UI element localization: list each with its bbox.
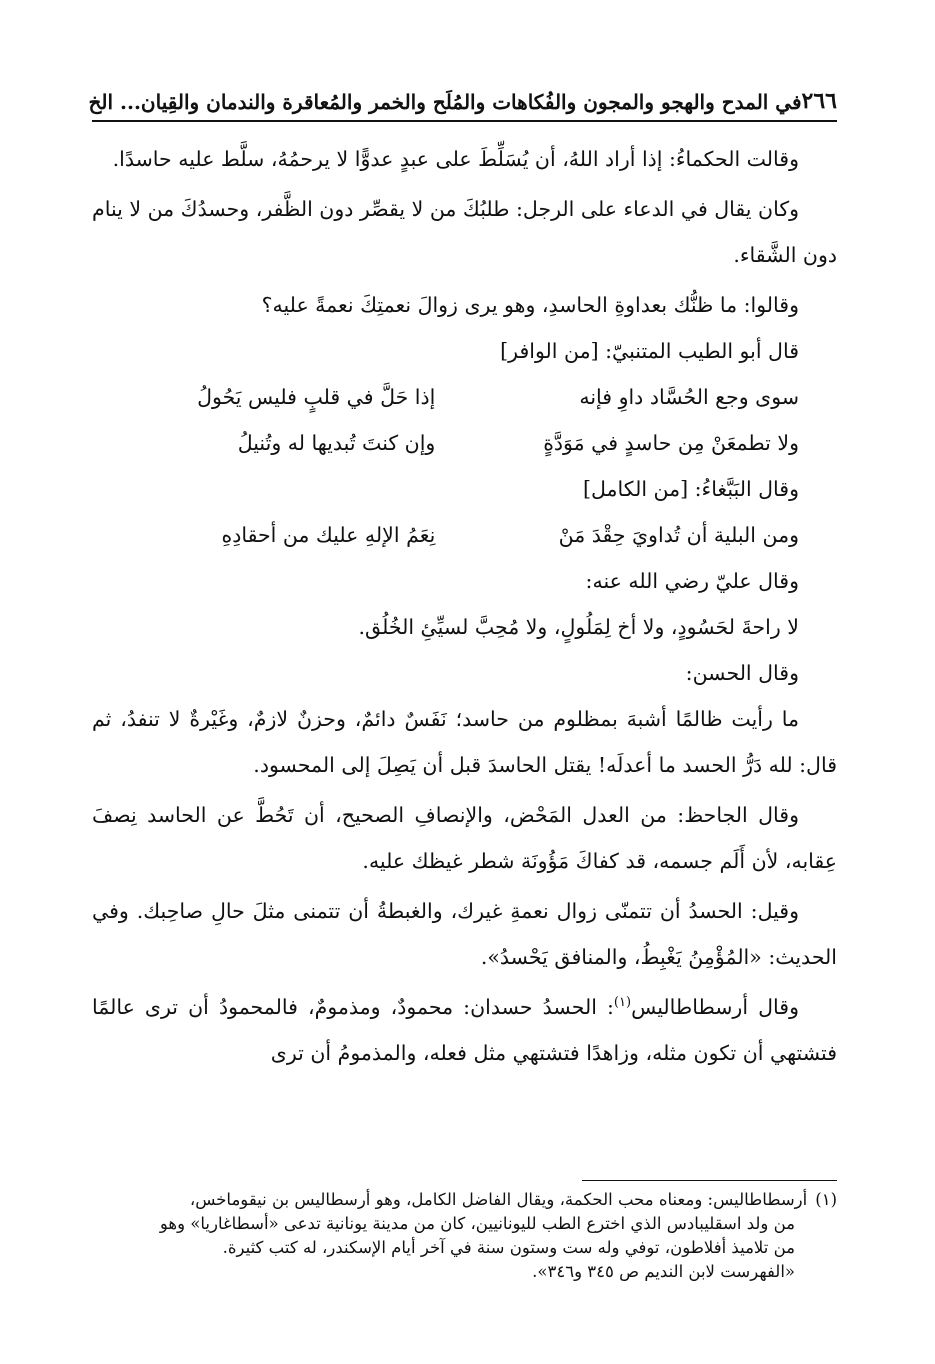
page-header: [88, 82, 837, 122]
paragraph-4: قال أبو الطيب المتنبيّ: [من الوافر]: [500, 339, 799, 363]
footnote-separator: [582, 1180, 837, 1181]
main-text: [92, 136, 837, 1080]
footnote-line-1-text: أرسطاطاليس: ومعناه محب الحكمة، ويقال الفاضل الكامل، وهو أرسطاليس بن نيقوماخس،: [189, 1190, 808, 1209]
footnote-line-1: [92, 1188, 837, 1212]
paragraph-12: [92, 984, 837, 1076]
paragraph-12-text: : الحسدُ حسدان: محمودٌ، ومذمومٌ، فالمحمودُ أن ترى عالمًا فتشتهي أن تكون مثله، وزاهدًا فتشتهي مثل فعله، والمذمومُ أن ترى: [92, 995, 837, 1065]
paragraph-3: وقالوا: ما ظنُّك بعداوةِ الحاسدِ، وهو يرى زوالَ نعمتِكَ نعمةً عليه؟: [261, 293, 799, 317]
paragraph-11: وقيل: الحسدُ أن تتمنّى زوال نعمةِ غيرك، والغبطةُ أن تتمنى مثلَ حالِ صاحِبك. وفي الحديث: «المُؤْمِنُ يَغْبِطُ، والمنافق يَحْسدُ».: [92, 899, 837, 969]
paragraph-2: وكان يقال في الدعاء على الرجل: طلبُكَ من لا يقصِّر دون الظَّفر، وحسدُكَ من لا ينام دون الشَّقاء.: [92, 197, 837, 267]
paragraph-10: وقال الجاحظ: من العدل المَحْض، والإنصافِ الصحيح، أن تَحُطَّ عن الحاسد نِصفَ عِقابه، لأن أَلَم جسمه، قد كفاكَ مَؤُونَة شطر غيظك عليه.: [92, 803, 837, 873]
footnote-line-4: «الفهرست لابن النديم ص ٣٤٥ و٣٤٦».: [532, 1262, 795, 1281]
verse-2-second-hemistich: وإن كنتَ تُبديها له وتُنيلُ: [237, 431, 436, 455]
footnote: [92, 1188, 837, 1284]
footnote-reference[interactable]: (١): [613, 995, 632, 1011]
page-number: ٢٦٦: [801, 88, 837, 114]
verse-3: [92, 512, 837, 558]
paragraph-7: لا راحةَ لحَسُودٍ، ولا أخ لِمَلُولٍ، ولا مُحِبَّ لسيِّئِ الخُلُق.: [358, 615, 799, 639]
paragraph-9: ما رأيت ظالمًا أشبهَ بمظلوم من حاسد؛ نَفَسٌ دائمٌ، وحزنٌ لازمٌ، وغَيْرةٌ لا تنفدُ، ثم قال: لله دَرُّ الحسد ما أعدلَه! يقتل الحاسدَ قبل أن يَصِلَ إلى المحسود.: [92, 707, 837, 777]
footnote-line-3: من تلاميذ أفلاطون، توفي وله ست وستون سنة في آخر أيام الإسكندر، له كتب كثيرة.: [222, 1238, 795, 1257]
paragraph-5: وقال البَبَّغاءُ: [من الكامل]: [583, 477, 799, 501]
verse-1-first-hemistich: سوى وجع الحُسَّاد داوِ فإنه: [579, 385, 799, 409]
paragraph-6: وقال عليّ رضي الله عنه:: [585, 569, 799, 593]
footnote-line-2: من ولد اسقليبادس الذي اخترع الطب لليونانيين، كان من مدينة يونانية تدعى «أسطاغاريا» وهو: [159, 1214, 795, 1233]
aristotle-name: وقال أرسطاطاليس: [631, 995, 799, 1019]
verse-3-second-hemistich: نِعَمُ الإلهِ عليك من أحقادِهِ: [221, 523, 436, 547]
verse-2-first-hemistich: ولا تطمعَنْ مِن حاسدٍ في مَوَدَّةٍ: [543, 431, 799, 455]
footnote-marker: (١): [815, 1190, 837, 1209]
paragraph-8: وقال الحسن:: [685, 661, 799, 685]
running-title: في المدح والهجو والمجون والفُكاهات والمُلَح والخمر والمُعاقرة والندمان والقِيان... الخ: [88, 90, 802, 114]
verse-1: [92, 374, 837, 420]
verse-3-first-hemistich: ومن البلية أن تُداويَ حِقْدَ مَنْ: [558, 523, 799, 547]
verse-2: [92, 420, 837, 466]
verse-1-second-hemistich: إذا حَلَّ في قلبٍ فليس يَحُولُ: [197, 385, 436, 409]
paragraph-1: وقالت الحكماءُ: إذا أراد اللهُ، أن يُسَلِّطَ على عبدٍ عدوًّا لا يرحمُهُ، سلَّط عليه حاسدًا.: [112, 147, 799, 171]
